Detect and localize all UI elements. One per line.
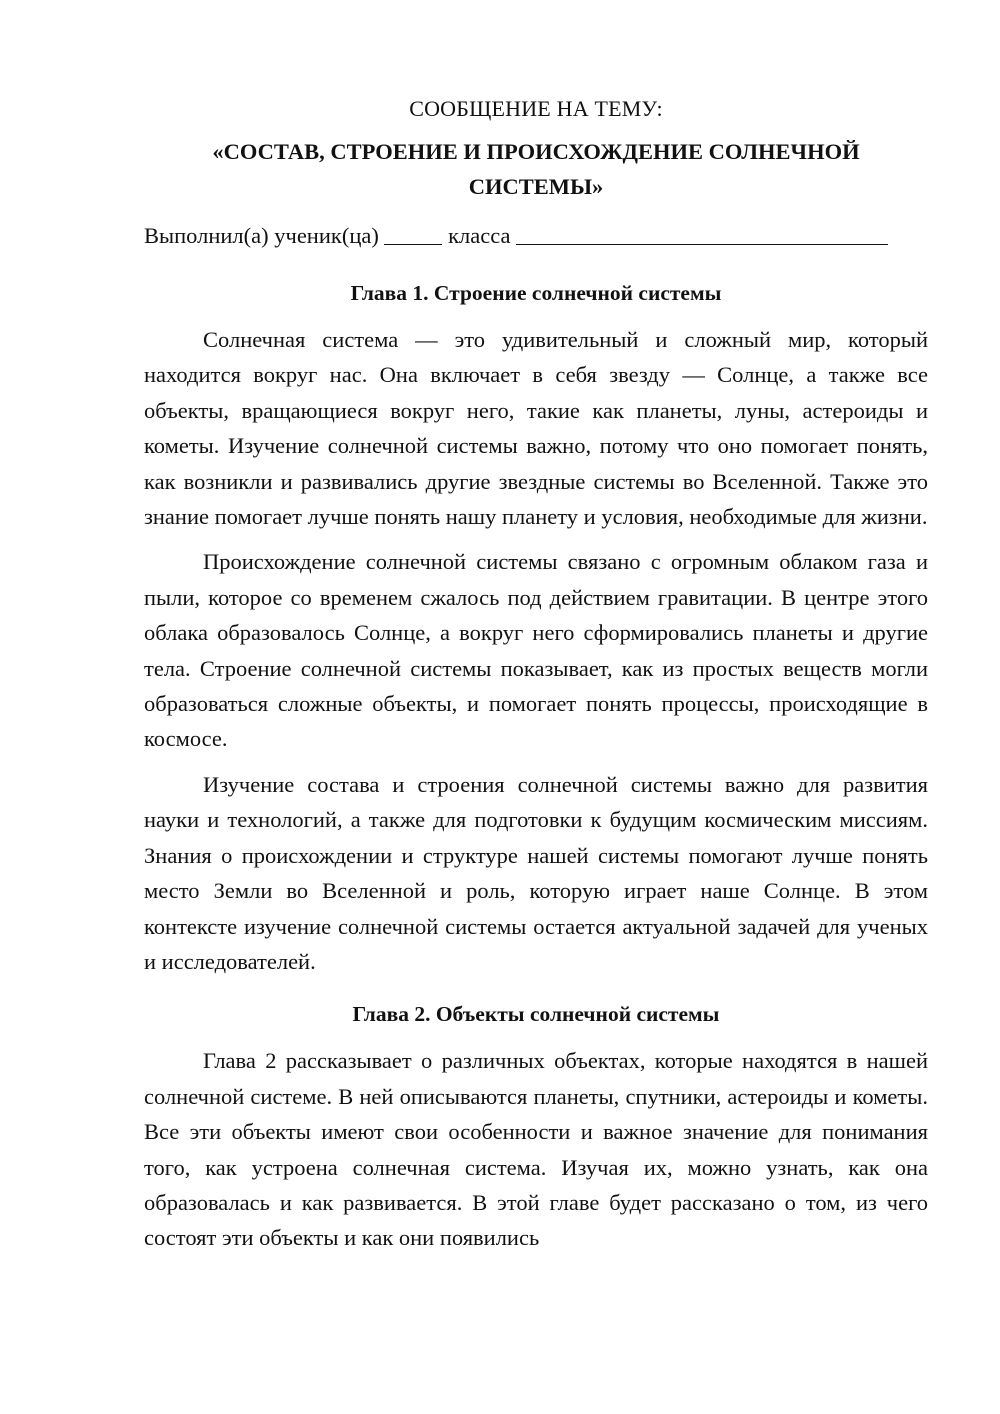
document-page — [144, 94, 928, 1266]
document-title: «СОСТАВ, СТРОЕНИЕ И ПРОИСХОЖДЕНИЕ СОЛНЕЧНОЙ СИСТЕМЫ» — [212, 139, 860, 199]
chapter-1-paragraph-2: Происхождение солнечной системы связано с огромным облаком газа и пыли, которое со временем сжалось под действием гравитации. В центре этого облака образовалось Солнце, а вокруг него сформировались планеты и другие тела. Строение солнечной системы показывает, как из простых веществ могли образоваться сложные объекты, и помогает понять процессы, происходящие в космосе. — [144, 549, 928, 752]
class-number-blank — [384, 222, 442, 245]
chapter-1-paragraph-1: Солнечная система — это удивительный и сложный мир, который находится вокруг нас. Она включает в себя звезду — Солнце, а также все объекты, вращающиеся вокруг него, такие как планеты, луны, астероиды и кометы. Изучение солнечной системы важно, потому что оно помогает понять, как возникли и развивались другие звездные системы во Вселенной. Также это знание помогает лучше понять нашу планету и условия, необходимые для жизни. — [144, 327, 928, 530]
chapter-2-paragraph-1: Глава 2 рассказывает о различных объектах, которые находятся в нашей солнечной системе. В ней описываются планеты, спутники, астероиды и кометы. Все эти объекты имеют свои особенности и важное значение для понимания того, как устроена солнечная система. Изучая их, можно узнать, как она образовалась и как развивается. В этой главе будет рассказано о том, из чего состоят эти объекты и как они появились — [144, 1048, 928, 1251]
author-line — [144, 220, 928, 252]
chapter-2-heading: Глава 2. Объекты солнечной системы — [352, 1002, 720, 1027]
student-name-blank — [516, 222, 888, 245]
document-subject: СООБЩЕНИЕ НА ТЕМУ: — [409, 96, 663, 121]
author-prefix: Выполнил(а) ученик(ца) — [144, 223, 379, 248]
chapter-1-heading: Глава 1. Строение солнечной системы — [350, 281, 722, 305]
class-word: класса — [448, 223, 511, 248]
chapter-1-paragraph-3: Изучение состава и строения солнечной системы важно для развития науки и технологий, а также для подготовки к будущим космическим миссиям. Знания о происхождении и структуре нашей системы помогают лучше понять место Земли во Вселенной и роль, которую играет наше Солнце. В этом контексте изучение солнечной системы остается актуальной задачей для ученых и исследователей. — [144, 771, 928, 974]
